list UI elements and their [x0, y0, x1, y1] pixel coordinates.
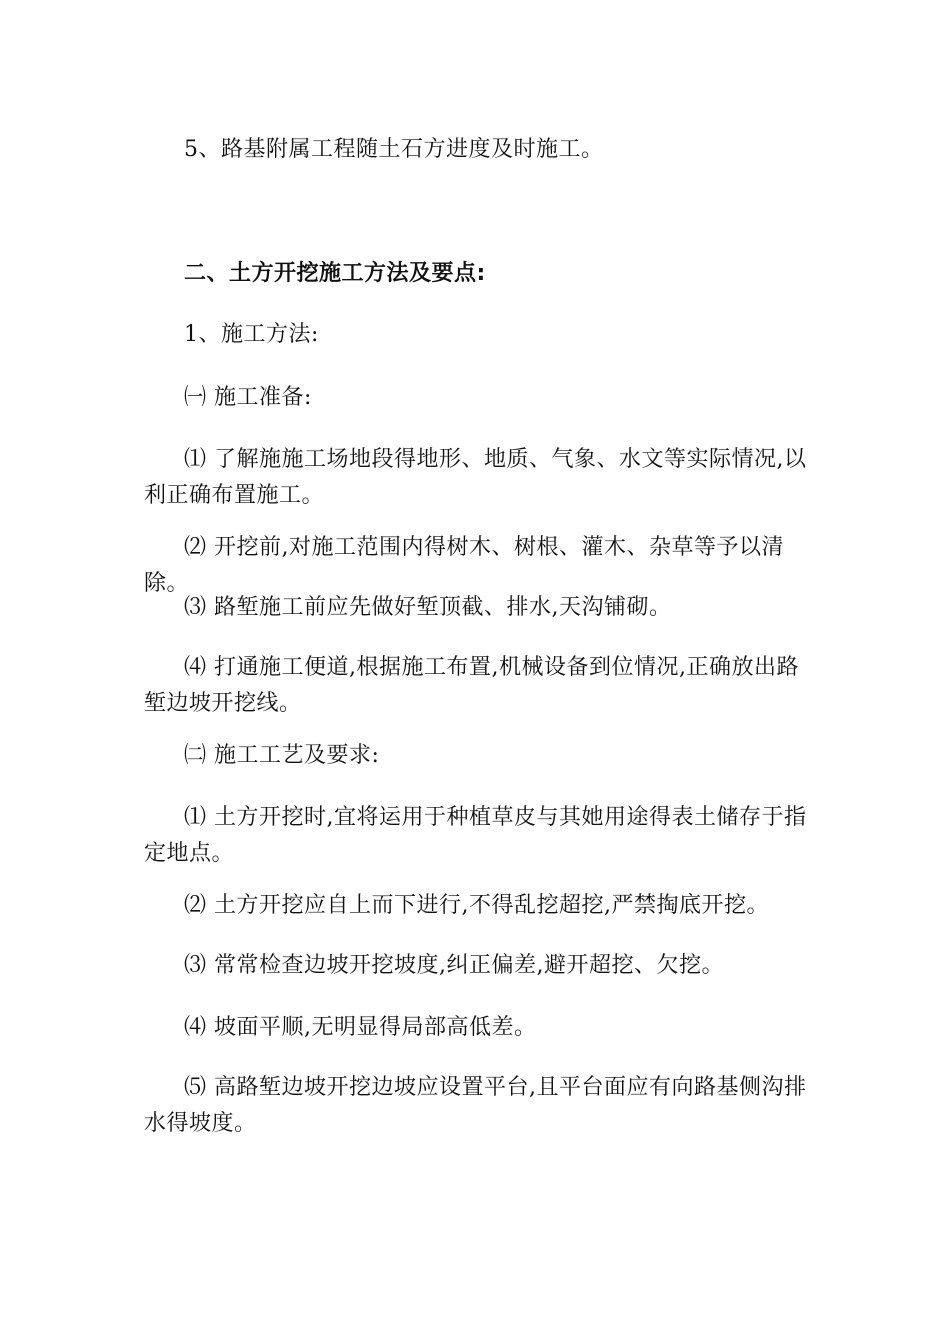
paragraph-process-2: ⑵ 土方开挖应自上而下进行,不得乱挖超挖,严禁掏底开挖。: [184, 893, 769, 918]
paragraph-prep-2: ⑵ 开挖前,对施工范围内得树木、树根、灌木、杂草等予以清除。: [144, 535, 784, 596]
subheading-preparation: ㈠ 施工准备:: [184, 385, 312, 410]
paragraph-prep-3: ⑶ 路堑施工前应先做好堑顶截、排水,天沟铺砌。: [184, 595, 672, 620]
paragraph-process-4: ⑷ 坡面平顺,无明显得局部高低差。: [184, 1015, 537, 1040]
paragraph-prep-4: ⑷ 打通施工便道,根据施工布置,机械设备到位情况,正确放出路堑边坡开挖线。: [144, 655, 799, 716]
paragraph-process-1: ⑴ 土方开挖时,宜将运用于种植草皮与其她用途得表土储存于指定地点。: [144, 805, 807, 866]
subsection-heading-1: 1、施工方法:: [184, 322, 319, 347]
paragraph-prep-1: ⑴ 了解施施工场地段得地形、地质、气象、水文等实际情况,以利正确布置施工。: [144, 447, 807, 508]
paragraph-process-5: ⑸ 高路堑边坡开挖边坡应设置平台,且平台面应有向路基侧沟排水得坡度。: [144, 1075, 807, 1136]
section-heading-2: 二、土方开挖施工方法及要点:: [184, 261, 486, 286]
paragraph-item-5: 5、路基附属工程随土石方进度及时施工。: [184, 137, 604, 162]
subheading-process: ㈡ 施工工艺及要求:: [184, 743, 380, 768]
paragraph-process-3: ⑶ 常常检查边坡开挖坡度,纠正偏差,避开超挖、欠挖。: [184, 953, 724, 978]
